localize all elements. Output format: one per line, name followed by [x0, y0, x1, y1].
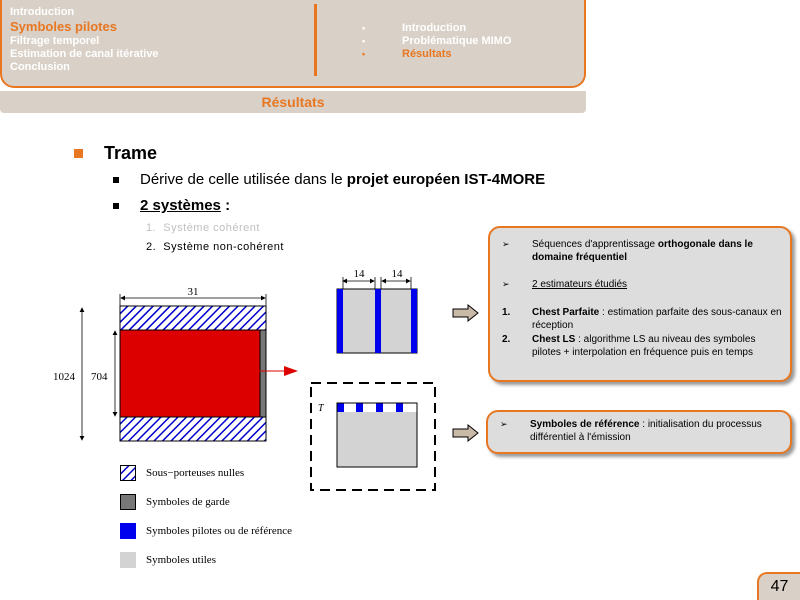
chest-parfaite-rest: : estimation parfaite des sous-canaux en réception	[532, 307, 782, 331]
legend-label: Symboles pilotes ou de référence	[146, 525, 293, 537]
width-label: 31	[187, 286, 199, 298]
useful-swatch-icon	[120, 552, 136, 568]
systemes-suffix: :	[220, 197, 231, 214]
nav-item-symboles-pilotes[interactable]: Symboles pilotes	[10, 19, 117, 34]
callout-1-item-chest-parfaite	[502, 306, 782, 332]
legend-null-subcarriers	[120, 465, 244, 481]
callout-arrow-1-icon	[452, 304, 480, 322]
bullet-icon: •	[362, 49, 366, 59]
callout-1-item-estimateurs	[502, 278, 782, 291]
callout-estimateurs	[488, 226, 792, 382]
null-subcarriers-top	[120, 306, 266, 330]
pilot-cell-2	[356, 403, 363, 412]
arrow-bullet-icon: ➢	[502, 239, 510, 249]
bullet-icon: •	[362, 36, 366, 46]
subnav-item-problematique[interactable]: Problématique MIMO	[402, 35, 512, 47]
legend-label: Symboles de garde	[146, 496, 230, 508]
pilot-cell-3	[376, 403, 383, 412]
derive-prefix: Dérive de celle utilisée dans le	[140, 171, 347, 188]
num-1: 1.	[502, 307, 511, 318]
systemes-underlined: 2 systèmes	[140, 197, 221, 214]
sequences-prefix: Séquences d'apprentissage	[532, 239, 658, 250]
pilot-column-1	[337, 289, 343, 353]
legend-guard	[120, 494, 230, 510]
nav-item-conclusion[interactable]: Conclusion	[10, 61, 70, 73]
callout-reference	[486, 410, 792, 454]
legend-label: Sous−porteuses nulles	[146, 467, 245, 479]
num-2: 2.	[502, 334, 511, 345]
pilot-cell-1	[337, 403, 344, 412]
arrow-bullet-icon: ➢	[500, 419, 508, 429]
sequences-bold: orthogonale dans le domaine fréquentiel	[532, 239, 753, 263]
nav-item-estimation-canal[interactable]: Estimation de canal itérative	[10, 48, 159, 60]
inner-height-label: 704	[91, 371, 108, 383]
nav-item-filtrage-temporel[interactable]: Filtrage temporel	[10, 35, 100, 47]
outer-height-label: 1024	[53, 371, 75, 383]
list-item-coherent: 1. Système cohérent	[146, 222, 260, 234]
non-coherent-text: Système non-cohérent	[163, 241, 284, 253]
page-number: 47	[757, 572, 800, 600]
hatch-swatch-icon	[120, 465, 136, 481]
subnav-item-resultats[interactable]: Résultats	[402, 48, 452, 60]
callout-arrow-2-icon	[452, 424, 480, 442]
coherent-text: Système cohérent	[163, 222, 260, 234]
callout-1-item-sequences	[502, 238, 782, 264]
sub-width-a-label: 14	[353, 268, 365, 280]
estimateurs-underlined: 2 estimateurs étudiés	[532, 279, 628, 290]
arrow-bullet-icon: ➢	[502, 279, 510, 289]
callout-1-item-chest-ls	[502, 333, 782, 359]
non-coherent-frame	[337, 403, 417, 467]
sub-width-b-label: 14	[391, 268, 403, 280]
legend-label: Symboles utiles	[146, 554, 216, 566]
pilot-cell-4	[396, 403, 403, 412]
guard-symbols	[260, 330, 266, 417]
bullet-icon: •	[362, 23, 366, 33]
subnav-item-introduction[interactable]: Introduction	[402, 22, 467, 34]
legend-pilots	[120, 523, 292, 539]
reference-bold: Symboles de référence	[530, 419, 640, 430]
chest-ls-bold: Chest LS	[532, 334, 576, 345]
reference-rest: : initialisation du processus différentiel à l'émission	[530, 419, 762, 443]
null-subcarriers-bottom	[120, 417, 266, 441]
list-item-non-coherent: 2. Système non-cohérent	[146, 241, 284, 253]
guard-swatch-icon	[120, 494, 136, 510]
pilot-column-2	[375, 289, 381, 353]
derive-bold: projet européen IST-4MORE	[346, 171, 546, 188]
pilot-swatch-icon	[120, 523, 136, 539]
nav-item-introduction[interactable]: Introduction	[10, 6, 75, 18]
legend-useful	[120, 552, 216, 568]
chest-ls-rest: : algorithme LS au niveau des symboles pilotes + interpolation en fréquence puis en temps	[532, 334, 756, 358]
callout-2-item	[500, 418, 780, 444]
bullet-trame-text: Trame	[104, 143, 158, 163]
pilot-column-3	[411, 289, 417, 353]
section-title: Résultats	[0, 91, 586, 113]
data-block-red	[120, 330, 260, 417]
t-label: T	[318, 403, 324, 414]
red-arrow-head	[284, 366, 298, 376]
chest-parfaite-bold: Chest Parfaite	[532, 307, 600, 318]
